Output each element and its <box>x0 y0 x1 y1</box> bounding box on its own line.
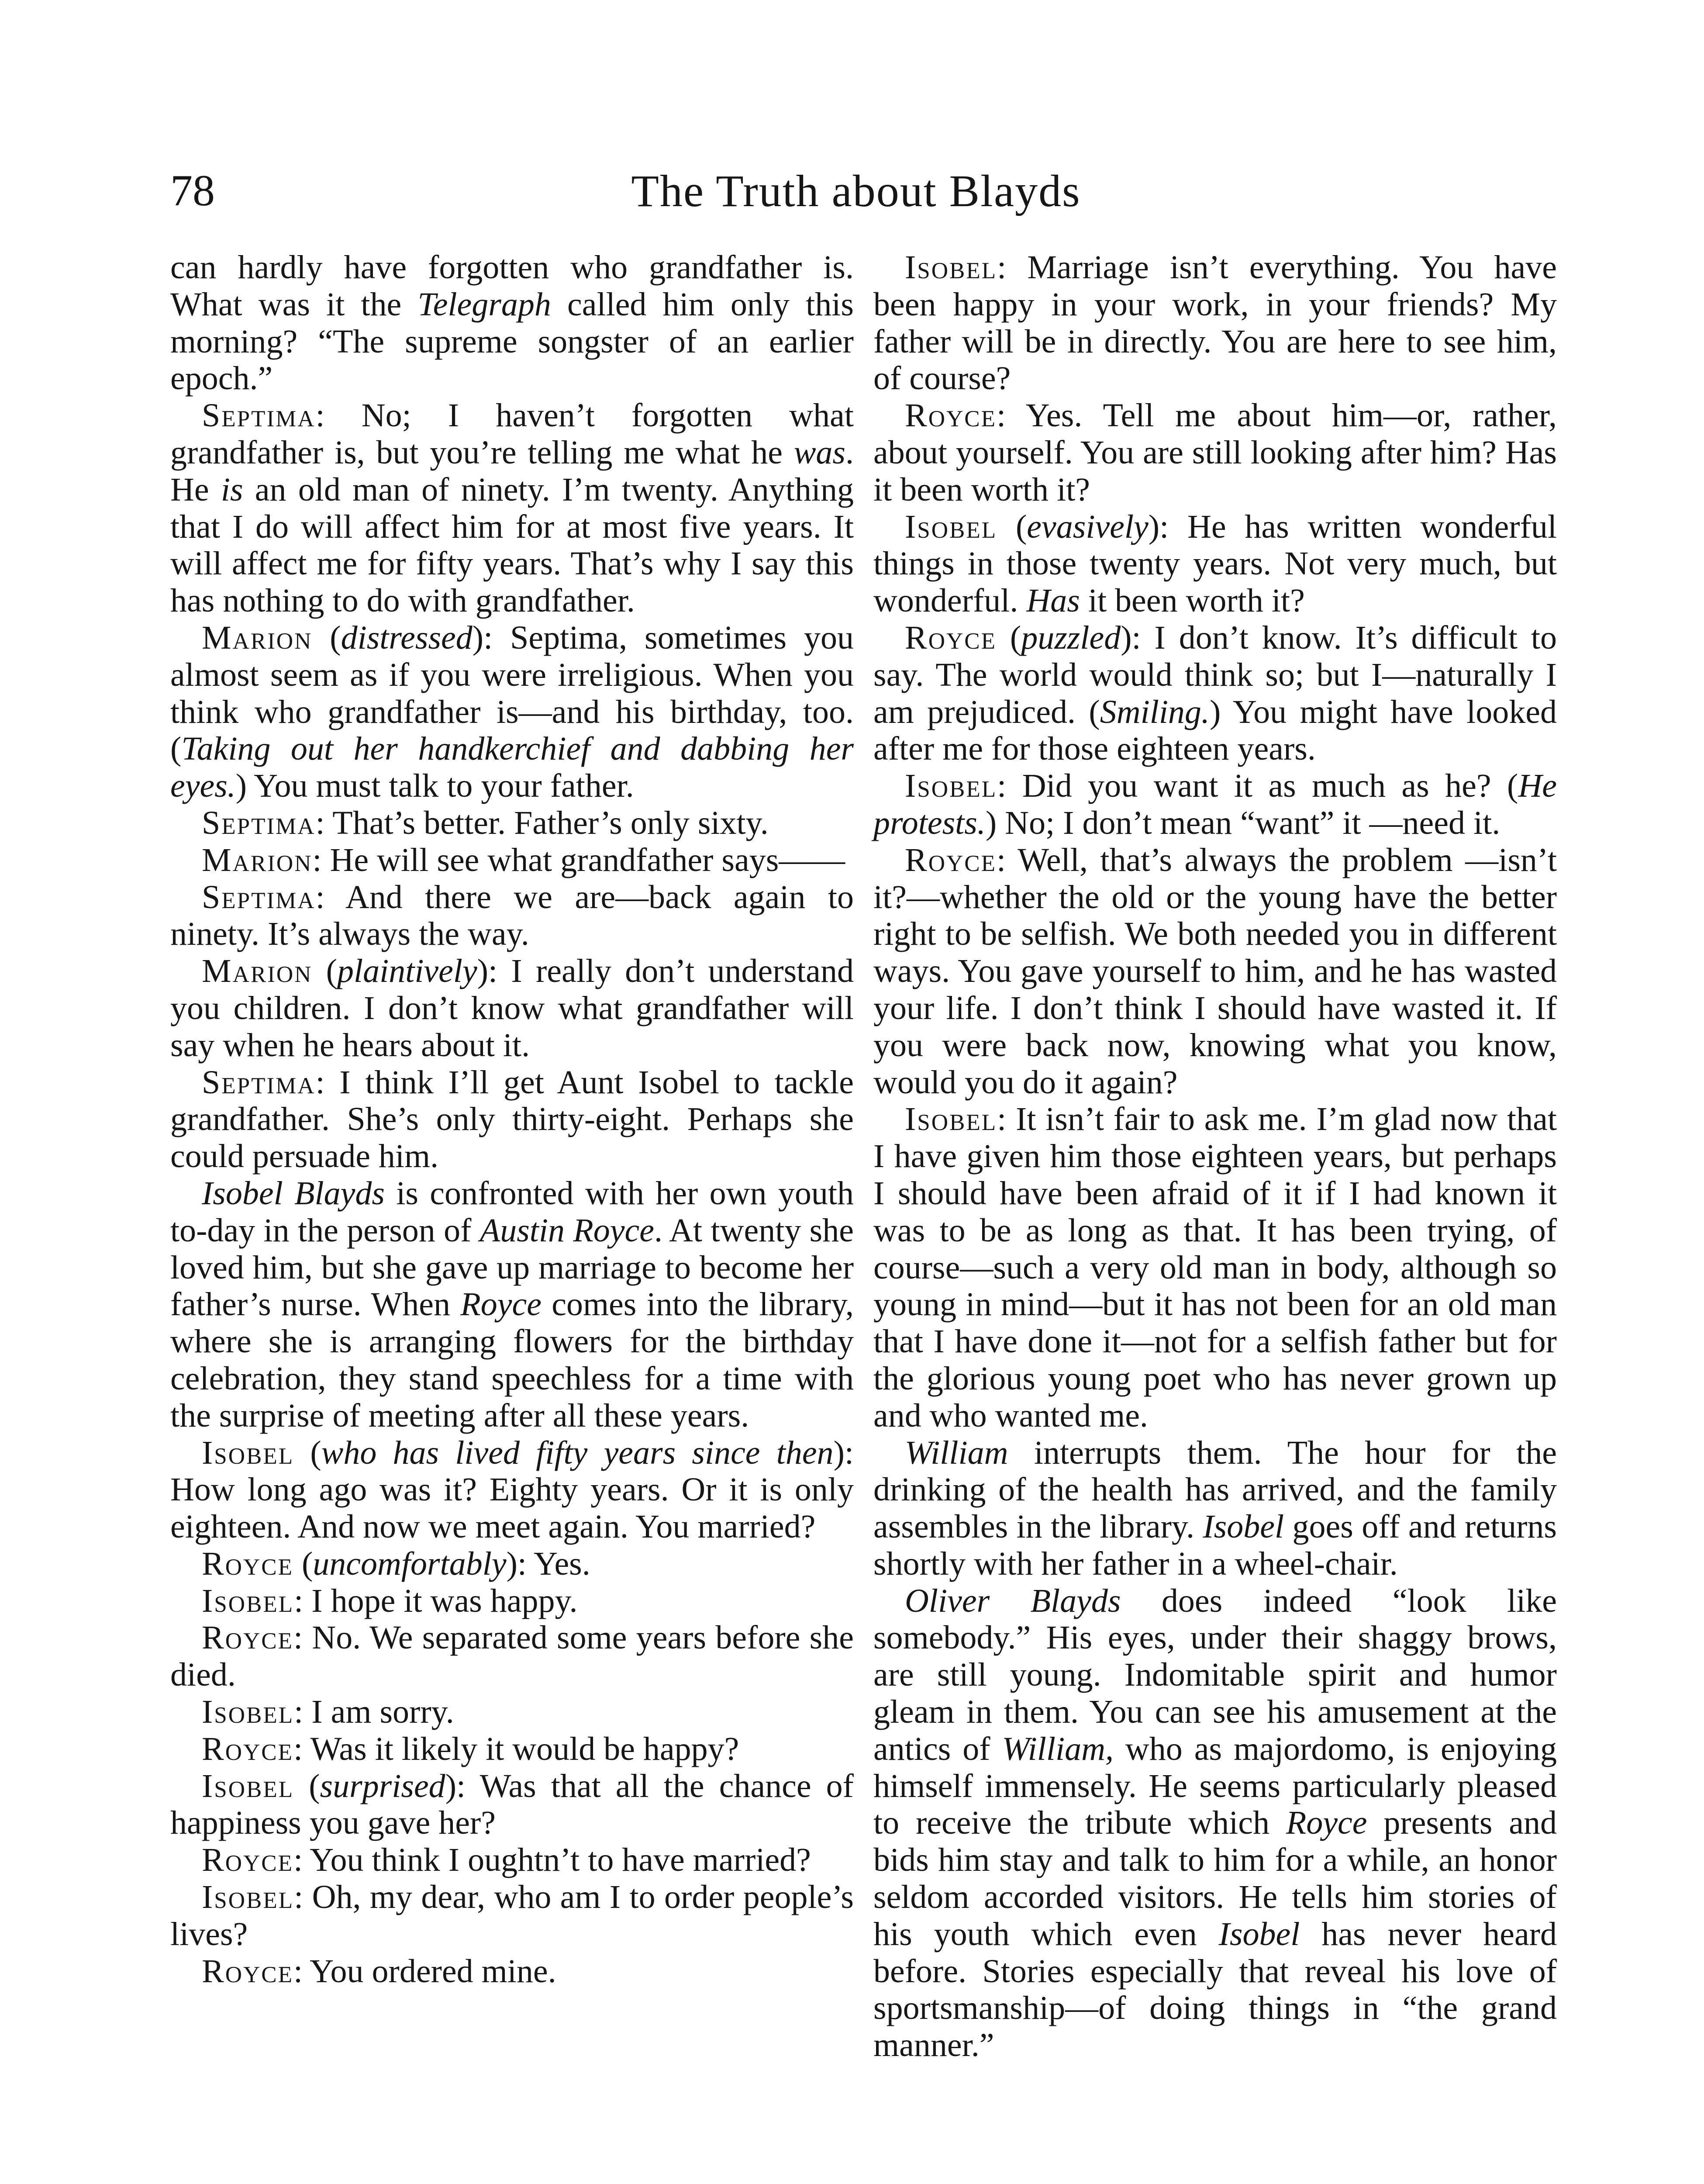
paragraph <box>170 1175 854 1434</box>
text-run: ): How long ago was it? Eighty years. Or it is only eighteen. And now we meet again. You married? <box>170 1434 854 1545</box>
running-header <box>170 165 1542 226</box>
italic-text: Oliver Blayds <box>905 1582 1121 1619</box>
speaker-name: Royce <box>905 841 997 878</box>
text-run: interrupts them. The hour for the drinking of the health has arrived, and the family assembles in the library. <box>873 1434 1557 1545</box>
paragraph <box>170 1545 854 1583</box>
text-run: ( <box>997 508 1027 545</box>
italic-text: Telegraph <box>417 286 551 323</box>
paragraph <box>170 397 854 619</box>
speaker-name: Isobel <box>202 1879 294 1916</box>
text-run: ) You might have looked after me for those eighteen years. <box>873 693 1557 767</box>
text-run: does indeed “look like somebody.” His eyes, under their shaggy brows, are still young. Indomitable spirit and humor gleam in them. You can see his amusement at the antics of <box>873 1582 1557 1767</box>
speaker-name: Isobel <box>202 1693 294 1731</box>
text-run: comes into the library, where she is arranging flowers for the birthday celebration, they stand speechless for a time with the surprise of meeting after all these years. <box>170 1286 854 1434</box>
paragraph <box>873 508 1557 619</box>
paragraph <box>170 249 854 397</box>
italic-text: Royce <box>460 1286 542 1323</box>
italic-text: plaintively <box>337 953 477 990</box>
speaker-name: Isobel <box>905 1101 997 1138</box>
running-title: The Truth about Blayds <box>631 166 1081 216</box>
text-run: ( <box>312 953 337 990</box>
text-run: ( <box>294 1767 320 1804</box>
paragraph <box>170 619 854 805</box>
italic-text: was <box>793 434 845 471</box>
text-run: who as majordomo, is enjoying himself immensely. He seems particularly pleased to receive the tribute which <box>873 1730 1557 1842</box>
italic-text: who has lived fifty years since then <box>321 1434 834 1471</box>
text-run: : I am sorry. <box>294 1693 454 1731</box>
italic-text: puzzled <box>1021 619 1121 656</box>
text-run: : I hope it was happy. <box>294 1582 578 1619</box>
speaker-name: Royce <box>905 397 997 434</box>
speaker-name: Royce <box>202 1842 293 1879</box>
paragraph <box>873 397 1557 508</box>
paragraph <box>170 805 854 842</box>
text-run: : Oh, my dear, who am I to order people’s lives? <box>170 1879 854 1952</box>
text-run: ): Yes. <box>506 1545 590 1582</box>
paragraph <box>170 1583 854 1620</box>
italic-text: Has <box>1026 582 1080 619</box>
italic-text: Austin Royce <box>479 1212 654 1249</box>
right-text-column <box>873 249 1557 2064</box>
speaker-name: Marion <box>202 953 313 990</box>
text-run: : Yes. Tell me about him—or, rather, about yourself. You are still looking after him? Has it been worth it? <box>873 397 1557 508</box>
text-run: ( <box>312 619 341 656</box>
text-run: ( <box>293 1545 313 1582</box>
text-run: : You think I oughtn’t to have married? <box>293 1842 811 1879</box>
italic-text: surprised <box>320 1767 445 1804</box>
page-number: 78 <box>170 166 215 215</box>
speaker-name: Septima <box>202 878 316 916</box>
paragraph <box>873 619 1557 767</box>
text-run: ): I don’t know. It’s difficult to say. The world would think so; but I—naturally I am prejudiced. ( <box>873 619 1557 730</box>
text-run: called him only this morning? “The supreme songster of an earlier epoch.” <box>170 286 854 397</box>
text-run: : Well, that’s always the problem —isn’t it?—whether the old or the young have the better right to be selfish. We both needed you in different ways. You gave yourself to him, and he has wasted your life. I don’t think I should have wasted it. If you were back now, knowing what you know, would you do it again? <box>873 841 1557 1101</box>
text-run: : No; I haven’t forgotten what grandfather is, but you’re telling me what he <box>170 397 854 471</box>
paragraph <box>170 953 854 1064</box>
speaker-name: Isobel <box>905 767 997 805</box>
italic-text: Isobel <box>1203 1508 1284 1545</box>
speaker-name: Septima <box>202 804 316 841</box>
paragraph <box>873 842 1557 1101</box>
text-run: can hardly have forgotten who grandfather is. What was it the <box>170 249 854 323</box>
speaker-name: Isobel <box>905 508 997 545</box>
text-run: : Was it likely it would be happy? <box>293 1730 739 1767</box>
text-run: ( <box>294 1434 321 1471</box>
text-run: : It isn’t fair to ask me. I’m glad now that I have given him those eighteen years, but perhaps I should have been afraid of it if I had known it was to be as long as that. It has been trying, of course—such a very old man in body, although so young in mind—but it has not been for an old man that I have done it—not for a selfish father but for the glorious young poet who has never grown up and who wanted me. <box>873 1101 1557 1434</box>
paragraph <box>170 879 854 953</box>
text-run: is confronted with her own youth to-day in the person of <box>170 1175 854 1249</box>
text-run: : He will see what grandfather says—— <box>312 841 845 878</box>
text-run: . He <box>170 434 854 508</box>
left-text-column <box>170 249 854 1990</box>
paragraph <box>170 1693 854 1731</box>
paragraph <box>170 1731 854 1768</box>
italic-text: Royce <box>1286 1804 1367 1842</box>
text-run: it been worth it? <box>1080 582 1305 619</box>
speaker-name: Septima <box>202 1064 316 1101</box>
italic-text: He protests. <box>873 767 1557 841</box>
text-run: ) You must talk to your father. <box>235 767 634 805</box>
speaker-name: Royce <box>202 1730 293 1767</box>
text-run: : I think I’ll get Aunt Isobel to tackle grandfather. She’s only thirty-eight. Perhaps she could persuade him. <box>170 1064 854 1175</box>
paragraph <box>873 1434 1557 1583</box>
paragraph <box>170 1879 854 1953</box>
text-run: . At twenty she loved him, but she gave up marriage to become her father’s nurse. When <box>170 1212 854 1323</box>
speaker-name: Marion <box>202 619 313 656</box>
text-run: goes off and returns shortly with her father in a wheel-chair. <box>873 1508 1557 1582</box>
paragraph <box>873 249 1557 397</box>
paragraph <box>873 1101 1557 1434</box>
italic-text: William <box>905 1434 1008 1471</box>
speaker-name: Royce <box>202 1952 293 1990</box>
paragraph <box>873 767 1557 842</box>
italic-text: is <box>221 471 243 508</box>
speaker-name: Septima <box>202 397 316 434</box>
italic-text: Taking out her handkerchief and dabbing her eyes. <box>170 730 854 805</box>
speaker-name: Royce <box>905 619 997 656</box>
text-run: an old man of ninety. I’m twenty. Anything that I do will affect him for at most five years. It will affect me for fifty years. That’s why I say this has nothing to do with grandfather. <box>170 471 854 619</box>
text-run: : Did you want it as much as he? ( <box>997 767 1518 805</box>
italic-text: uncomfortably <box>313 1545 507 1582</box>
italic-text: Isobel <box>1218 1915 1300 1952</box>
paragraph <box>170 1953 854 1990</box>
text-run: ) No; I don’t mean “want” it —need it. <box>985 804 1500 841</box>
paragraph <box>170 842 854 879</box>
paragraph <box>170 1768 854 1842</box>
speaker-name: Isobel <box>202 1767 294 1804</box>
paragraph <box>170 1842 854 1879</box>
text-run: : That’s better. Father’s only sixty. <box>315 804 769 841</box>
text-run: presents and bids him stay and talk to him for a while, an honor seldom accorded visitors. He tells him stories of his youth which even <box>873 1804 1557 1952</box>
text-run: has never heard before. Stories especially that reveal his love of sportsmanship—of doing things in “the grand manner.” <box>873 1915 1557 2064</box>
speaker-name: Royce <box>202 1545 293 1582</box>
text-run: : And there we are—back again to ninety. It’s always the way. <box>170 878 854 953</box>
italic-text: evasively <box>1027 508 1149 545</box>
italic-text: Isobel Blayds <box>202 1175 385 1212</box>
text-run: ): Was that all the chance of happiness you gave her? <box>170 1767 854 1842</box>
italic-text: William, <box>1002 1730 1114 1767</box>
text-run: : No. We separated some years before she died. <box>170 1619 854 1693</box>
text-run: ): He has written wonderful things in those twenty years. Not very much, but wonderful. <box>873 508 1557 619</box>
text-run: : You ordered mine. <box>293 1952 556 1990</box>
speaker-name: Isobel <box>202 1434 294 1471</box>
text-run: : Marriage isn’t everything. You have been happy in your work, in your friends? My father will be in directly. You are here to see him, of course? <box>873 249 1557 397</box>
speaker-name: Isobel <box>202 1582 294 1619</box>
speaker-name: Marion <box>202 841 313 878</box>
text-run: ): Septima, sometimes you almost seem as if you were irreligious. When you think who grandfather is—and his birthday, too. ( <box>170 619 854 767</box>
paragraph <box>170 1434 854 1545</box>
paragraph <box>170 1619 854 1693</box>
speaker-name: Isobel <box>905 249 997 286</box>
paragraph <box>170 1064 854 1175</box>
speaker-name: Royce <box>202 1619 293 1656</box>
italic-text: distressed <box>341 619 473 656</box>
italic-text: Smiling. <box>1100 693 1210 730</box>
text-run: ( <box>996 619 1021 656</box>
paragraph <box>873 1583 1557 2064</box>
text-run: ): I really don’t understand you children. I don’t know what grandfather will say when he hears about it. <box>170 953 854 1064</box>
